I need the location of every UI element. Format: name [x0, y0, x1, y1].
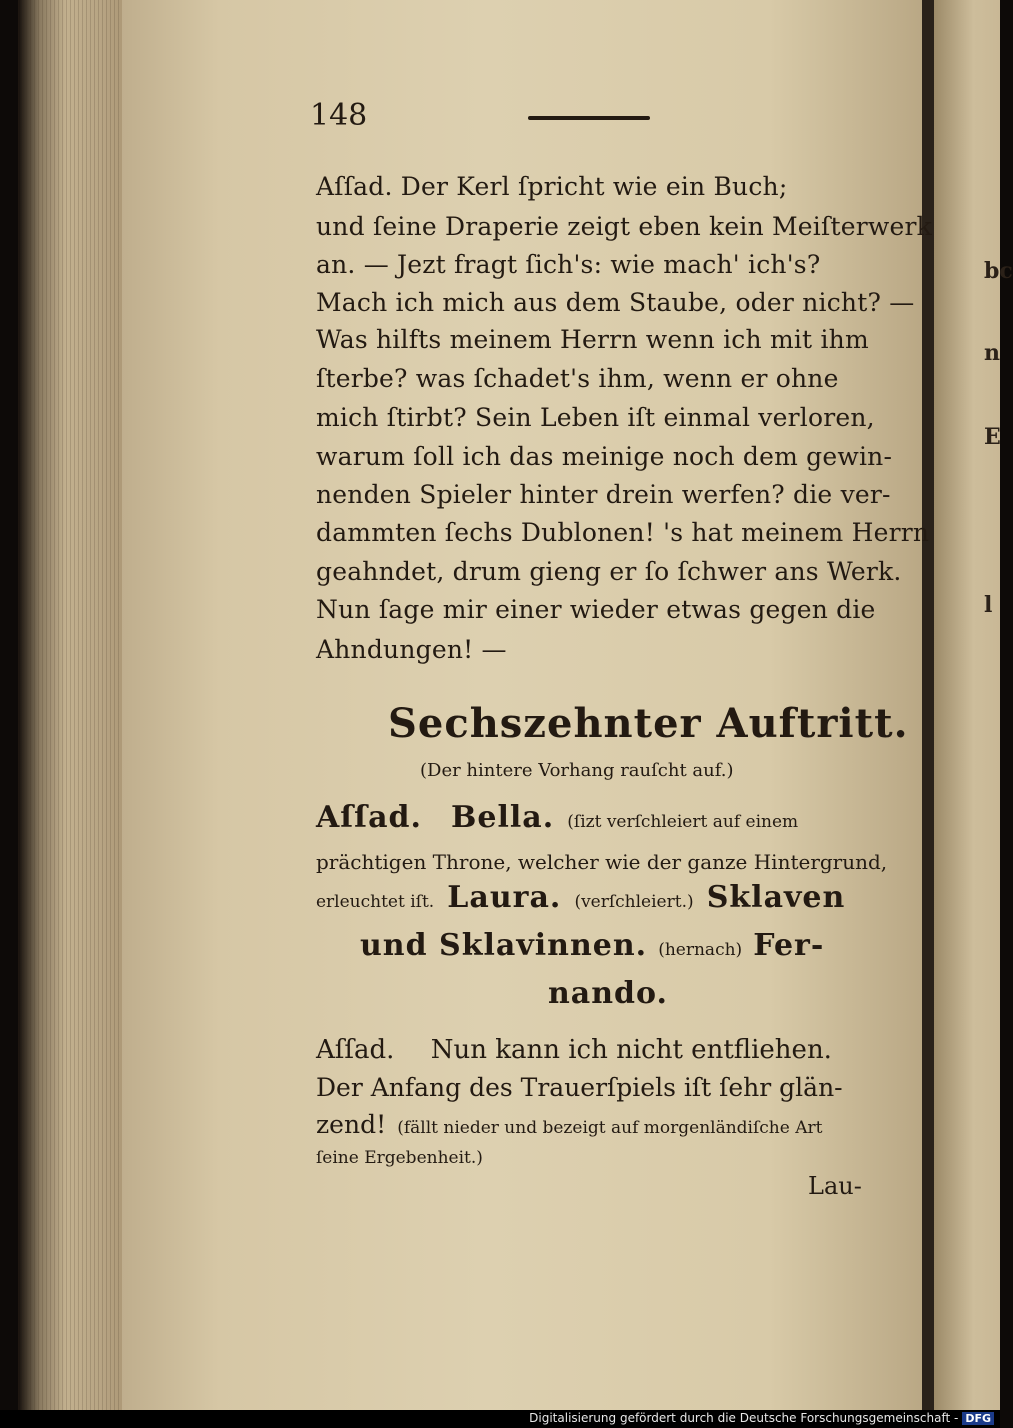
- header-rule: [528, 116, 650, 120]
- stage-direction: (ſizt verſchleiert auf einem: [567, 812, 799, 832]
- facing-page-fragment: n: [984, 340, 1000, 366]
- credit-text: Digitalisierung gefördert durch die Deutsche Forschungsgemeinschaft -: [529, 1411, 959, 1425]
- facing-page-fragment: E: [984, 424, 1001, 450]
- facing-page-fragment: l: [984, 592, 993, 618]
- dfg-credit: [529, 1411, 994, 1425]
- page-number: 148: [310, 98, 368, 133]
- speech-text: zend!: [316, 1110, 387, 1139]
- stage-direction: (verſchleiert.): [574, 892, 694, 912]
- text-line: Aſſad. Der Kerl ſpricht wie ein Buch;: [316, 172, 788, 201]
- character-name: und Sklavinnen.: [360, 928, 648, 963]
- text-line: mich ſtirbt? Sein Leben iſt einmal verloren,: [316, 403, 875, 432]
- stage-direction: erleuchtet iſt.: [316, 892, 435, 912]
- catchword: Lau-: [808, 1172, 862, 1200]
- text-line: Ahndungen! —: [316, 635, 507, 664]
- character-name: Bella.: [451, 800, 555, 835]
- stage-direction: (Der hintere Vorhang rauſcht auf.): [420, 760, 734, 781]
- text-line: und ſeine Draperie zeigt eben kein Meiſterwerk: [316, 212, 932, 241]
- text-line: Nun ſage mir einer wieder etwas gegen die: [316, 595, 876, 624]
- cast-line-5: nando.: [548, 976, 668, 1011]
- stage-direction: (hernach): [658, 940, 743, 960]
- character-name: Laura.: [447, 880, 562, 915]
- page-edge-stack: [18, 0, 138, 1428]
- text-line: ſterbe? was ſchadet's ihm, wenn er ohne: [316, 364, 839, 393]
- cast-line-1: [316, 800, 798, 835]
- text-line: geahndet, drum gieng er ſo ſchwer ans Werk.: [316, 557, 902, 586]
- dfg-logo: DFG: [962, 1412, 994, 1425]
- text-line: Mach ich mich aus dem Staube, oder nicht? —: [316, 288, 915, 317]
- text-line: Was hilfts meinem Herrn wenn ich mit ihm: [316, 325, 869, 354]
- speech-line: [316, 1110, 822, 1139]
- text-line: nenden Spieler hinter drein werfen? die ver-: [316, 480, 891, 509]
- stage-direction: (fällt nieder und bezeigt auf morgenländiſche Art: [397, 1118, 823, 1138]
- character-name: Aſſad.: [316, 1035, 395, 1065]
- facing-page-edge: [934, 0, 1000, 1410]
- character-name: Sklaven: [706, 880, 846, 915]
- character-name: Fer-: [753, 928, 825, 963]
- stage-direction: ſeine Ergebenheit.): [316, 1148, 483, 1168]
- character-name: Aſſad.: [316, 800, 422, 835]
- cast-line-3: [316, 880, 845, 915]
- speech-line: Der Anfang des Trauerſpiels iſt ſehr glän-: [316, 1073, 843, 1102]
- cast-line-4: [360, 928, 824, 963]
- cast-line-2: prächtigen Throne, welcher wie der ganze Hintergrund,: [316, 850, 888, 874]
- facing-page-fragment: bc: [984, 258, 1013, 284]
- speech-text: Nun kann ich nicht entfliehen.: [430, 1035, 832, 1065]
- scene-heading: Sechszehnter Auftritt.: [388, 700, 909, 747]
- text-line: warum ſoll ich das meinige noch dem gewin-: [316, 442, 893, 471]
- text-line: dammten ſechs Dublonen! 's hat meinem Herrn: [316, 518, 930, 547]
- text-line: an. — Jezt fragt ſich's: wie mach' ich's?: [316, 250, 821, 279]
- speech-line: [316, 1035, 832, 1065]
